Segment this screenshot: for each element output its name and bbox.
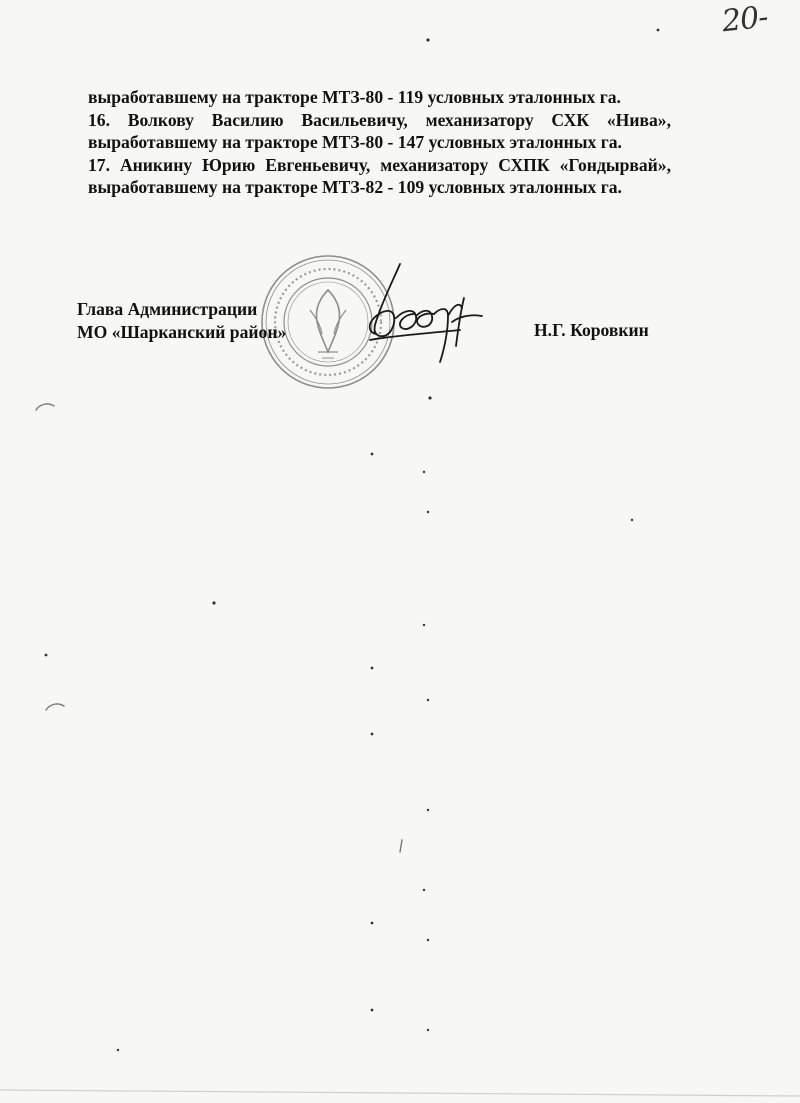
document-body	[88, 86, 671, 199]
position-organization-line: МО «Шарканский район»	[77, 321, 287, 342]
position-title-line: Глава Администрации	[77, 299, 258, 319]
body-line: выработавшему на тракторе МТЗ-80 - 119 условных эталонных га.	[88, 87, 621, 107]
signer-name: Н.Г. Коровкин	[534, 320, 649, 340]
body-line: выработавшему на тракторе МТЗ-82 - 109 условных эталонных га.	[88, 177, 622, 197]
body-line: 16. Волкову Василию Васильевичу, механизатору СХК «Нива»,	[88, 109, 671, 130]
signatory-position	[77, 298, 286, 343]
body-line: 17. Аникину Юрию Евгеньевичу, механизатору СХПК «Гондырвай»,	[88, 154, 671, 175]
page-number: 20-	[720, 0, 770, 40]
body-line: выработавшему на тракторе МТЗ-80 - 147 условных эталонных га.	[88, 132, 622, 152]
handwritten-signature	[360, 258, 500, 368]
